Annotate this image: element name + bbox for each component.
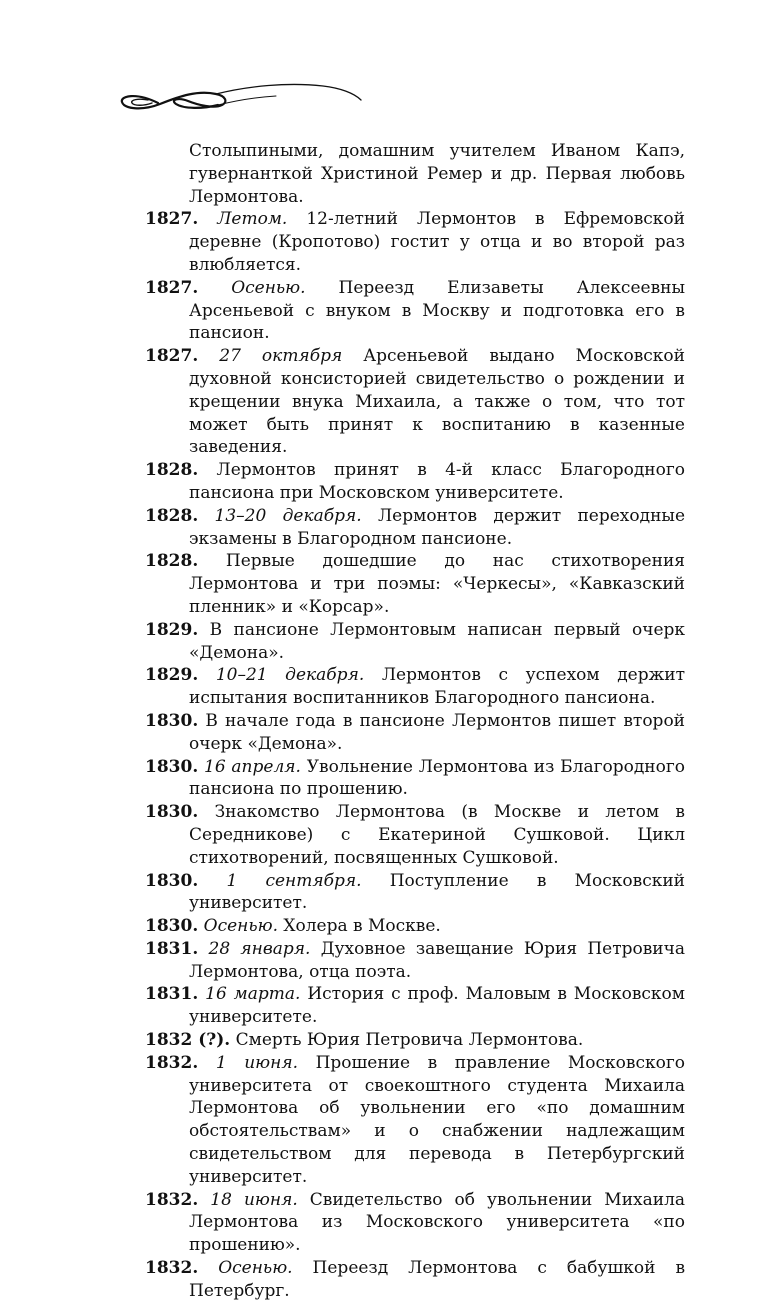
entry-year: 1830. xyxy=(145,916,199,937)
entry-text: Холера в Москве. xyxy=(283,916,441,937)
entry-text: Переезд Елизаветы Алексеевны Арсеньевой с внуком в Москву и подготовка его в пансион. xyxy=(189,277,686,344)
entry-text: История с проф. Маловым в Московском университете. xyxy=(189,984,686,1028)
entry-year: 1829. xyxy=(145,665,199,686)
entry-date: 13–20 декабря. xyxy=(214,505,362,526)
entry-year: 1832. xyxy=(145,1258,199,1279)
entry-text: Духовное завещание Юрия Петровича Лермонтова, отца поэта. xyxy=(189,938,686,982)
entry-date: 16 марта. xyxy=(205,984,301,1005)
entry-year: 1832. xyxy=(145,1052,199,1073)
entry-text: Переезд Лермонтова с бабушкой в Петербург. xyxy=(189,1258,686,1301)
entry-date: 10–21 декабря. xyxy=(215,665,365,686)
continued-entry-text: Столыпиными, домашним учителем Иваном Капэ, гувернанткой Христиной Ремер и др. Первая любовь Лермонтова. xyxy=(189,141,685,207)
chronology-entry xyxy=(145,870,685,916)
entry-year: 1831. xyxy=(145,984,199,1005)
entry-text: Лермонтов с успехом держит испытания воспитанников Благородного пансиона. xyxy=(189,665,685,709)
entry-date: 1 июня. xyxy=(215,1052,298,1073)
chronology-entry xyxy=(145,1052,685,1189)
chronology-entry xyxy=(145,1257,685,1303)
entry-text: В начале года в пансионе Лермонтов пишет второй очерк «Демона». xyxy=(189,710,686,754)
entry-year: 1830. xyxy=(145,802,199,823)
entry-year: 1828. xyxy=(145,505,199,526)
entry-text: Увольнение Лермонтова из Благородного пансиона по прошению. xyxy=(189,756,686,800)
entry-year: 1828. xyxy=(145,460,199,481)
entry-year: 1830. xyxy=(145,710,199,731)
chronology-entry xyxy=(145,208,685,276)
entry-text: Лермонтов держит переходные экзамены в Благородном пансионе. xyxy=(189,505,686,549)
entry-year: 1832. xyxy=(145,1189,199,1210)
entry-year: 1827. xyxy=(145,209,199,230)
entry-text: Первые дошедшие до нас стихотворения Лермонтова и три поэмы: «Черкесы», «Кавказский пленник» и «Корсар». xyxy=(189,551,686,617)
entry-text: Лермонтов принят в 4-й класс Благородного пансиона при Московском университете. xyxy=(189,460,686,503)
continued-entry xyxy=(145,140,685,208)
entry-date: 28 января. xyxy=(208,938,311,959)
entry-date: 16 апреля. xyxy=(204,756,301,777)
chronology-entry xyxy=(145,277,685,345)
chronology-entry xyxy=(145,345,685,459)
entry-year: 1827. xyxy=(145,277,199,298)
entry-year: 1830. xyxy=(145,870,199,891)
chronology-entry xyxy=(145,801,685,869)
chronology-entry xyxy=(145,915,685,938)
entry-text: Арсеньевой выдано Московской духовной консисторией свидетельство о рождении и крещении внука Михаила, а также о том, что тот может быть принят к воспитанию в казенные заведения. xyxy=(189,346,685,458)
entry-text: Смерть Юрия Петровича Лермонтова. xyxy=(235,1030,584,1051)
entry-year: 1831. xyxy=(145,938,199,959)
entry-text: В пансионе Лермонтовым написан первый очерк «Демона». xyxy=(189,619,686,663)
chronology-entry xyxy=(145,1029,685,1052)
chronology-entry xyxy=(145,664,685,710)
header-flourish-ornament xyxy=(118,78,364,124)
entry-date: Осенью. xyxy=(218,1258,293,1279)
entry-date: Осенью. xyxy=(231,277,306,298)
chronology-entry xyxy=(145,619,685,665)
entry-text: Свидетельство об увольнении Михаила Лермонтова из Московского университета «по прошению». xyxy=(189,1189,686,1256)
chronology-entry xyxy=(145,938,685,984)
chronology-entry xyxy=(145,710,685,756)
entry-date: 27 октября xyxy=(219,346,343,367)
chronology-entry xyxy=(145,459,685,505)
chronology-entry xyxy=(145,983,685,1029)
entry-text: Знакомство Лермонтова (в Москве и летом в Середникове) с Екатериной Сушковой. Цикл стихотворений, посвященных Сушковой. xyxy=(189,802,685,868)
chronology-entry xyxy=(145,756,685,802)
entry-date: Осенью. xyxy=(203,916,278,937)
entry-text: Прошение в правление Московского университета от своекоштного студента Михаила Лермонтова об увольнении его «по домашним обстоятельствам» и о снабжении надлежащим свидетельством для перевода в Петербургский университет. xyxy=(189,1052,685,1187)
entry-year: 1830. xyxy=(145,756,199,777)
entry-text: Поступление в Московский университет. xyxy=(189,870,686,914)
entry-date: 1 сентября. xyxy=(226,870,362,891)
chronology-entry xyxy=(145,1189,685,1257)
chronology-list xyxy=(145,140,685,1303)
entry-date: Летом. xyxy=(217,209,288,230)
chronology-entry xyxy=(145,550,685,618)
entry-year: 1832 (?). xyxy=(145,1030,231,1051)
entry-year: 1827. xyxy=(145,346,199,367)
entry-date: 18 июня. xyxy=(210,1189,298,1210)
entry-year: 1829. xyxy=(145,619,199,640)
entry-year: 1828. xyxy=(145,551,199,572)
chronology-entry xyxy=(145,505,685,551)
entry-text: 12-летний Лермонтов в Ефремовской деревне (Кропотово) гостит у отца и во второй раз влюбляется. xyxy=(189,209,685,275)
